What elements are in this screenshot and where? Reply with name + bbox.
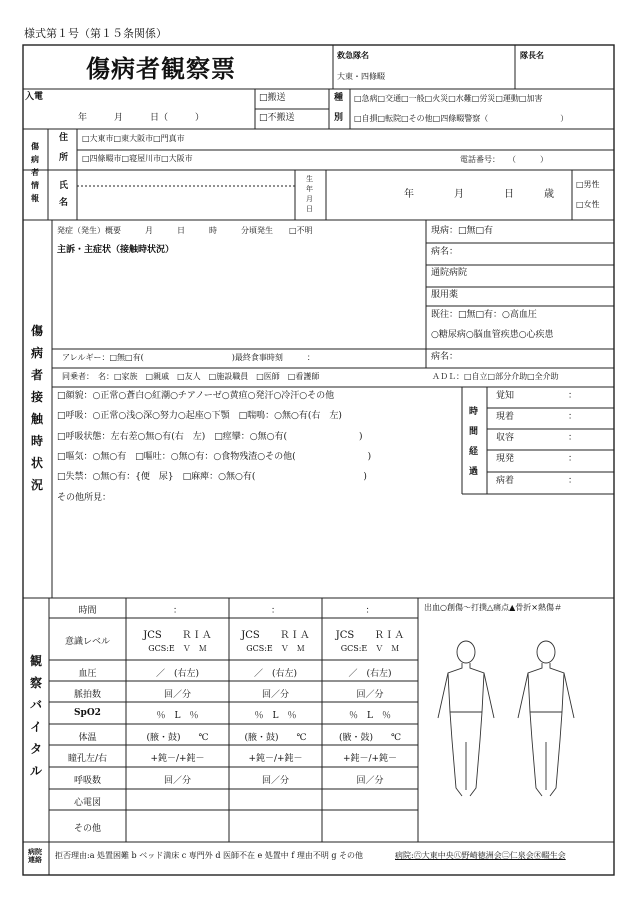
vital-cell[interactable]: 回／分: [163, 689, 191, 700]
time-row-value[interactable]: ：: [568, 454, 578, 464]
time-row-label: 収容: [496, 433, 515, 443]
patient-info-side-label: 傷病者情報: [31, 141, 39, 203]
vital-cell[interactable]: ％ L ％: [156, 711, 199, 721]
female-checkbox[interactable]: □女性: [576, 200, 600, 209]
form-title: 傷病者観察票: [86, 54, 236, 83]
call-date-field[interactable]: 年 月 日（ ）: [78, 113, 205, 123]
call-label: 入電: [25, 92, 44, 102]
time-row-value[interactable]: ：: [568, 433, 578, 443]
chief-complaint-label: 主訴・主症状（接触時状況）: [57, 245, 175, 255]
other-findings-label[interactable]: その他所見：: [57, 493, 112, 503]
vital-cell[interactable]: ％ L ％: [254, 711, 297, 721]
vital-cell-gcs[interactable]: GCS:E Ｖ Ｍ: [246, 644, 305, 653]
vital-cell[interactable]: ：: [270, 606, 280, 616]
history-line-2[interactable]: ○糖尿病○脳血管疾患○心疾患: [431, 330, 554, 340]
unit-label: 救急隊名: [337, 50, 369, 60]
male-checkbox[interactable]: □男性: [576, 180, 600, 189]
vital-cell-jcs[interactable]: JCS ＲＩＡ: [335, 630, 405, 641]
onset-line[interactable]: 発症（発生）概要 月 日 時 分頃発生 □不明: [57, 226, 313, 235]
vital-cell[interactable]: ：: [172, 606, 182, 616]
captain-label: 隊長名: [520, 50, 544, 60]
address-label-2: 所: [59, 153, 69, 163]
vital-cell[interactable]: +鈍－/+鈍－: [342, 754, 398, 764]
history-line-1[interactable]: 既往：□無□有：○高血圧: [431, 310, 537, 320]
address-city-options-2[interactable]: □四條畷市□寝屋川市□大阪市: [82, 154, 193, 163]
vital-row-label: 時間: [78, 606, 97, 616]
phone-field[interactable]: 電話番号： （ ）: [460, 155, 548, 164]
hospital-field[interactable]: 通院病院: [431, 268, 468, 278]
allergy-line[interactable]: アレルギー：□無□有( )最終食事時刻 ：: [62, 353, 315, 362]
injury-legend: 出血○創傷～打撲△痛点▲骨折×熱傷＃: [424, 603, 562, 612]
address-label-1: 住: [59, 133, 69, 143]
no-transport-checkbox[interactable]: □不搬送: [259, 113, 295, 123]
vital-cell[interactable]: (腋・鼓) ℃: [146, 732, 209, 743]
breath-state-line[interactable]: □呼吸状態：左右差○無○有(右 左) □痙攣：○無○有( ): [57, 432, 363, 442]
name-label-1: 氏: [59, 181, 69, 191]
time-row-label: 現着: [496, 412, 515, 422]
dob-label: 生年月日: [306, 175, 313, 213]
type-label-2: 別: [334, 113, 344, 123]
disease-name-field[interactable]: 病名：: [431, 247, 459, 257]
vital-cell[interactable]: (腋・鼓) ℃: [244, 732, 307, 743]
vital-row-label: 脈拍数: [73, 689, 101, 700]
vital-cell[interactable]: ／ (右左): [348, 668, 392, 679]
vital-cell[interactable]: +鈍－/+鈍－: [150, 754, 205, 764]
time-row-value[interactable]: ：: [568, 391, 578, 401]
vital-row-label: 意識レベル: [64, 637, 110, 647]
time-row-label: 現発: [496, 454, 515, 464]
refusal-reasons[interactable]: 拒否理由:a 処置困難 b ベッド満床 c 専門外 d 医師不在 e 処置中 f 理由不明 g その他: [55, 851, 364, 860]
vital-row-label: SpO2: [74, 708, 101, 718]
vital-row-label: 体温: [78, 732, 97, 743]
vital-row-label: その他: [73, 824, 101, 834]
medication-field[interactable]: 服用薬: [431, 290, 459, 300]
vital-cell[interactable]: ％ L ％: [349, 711, 391, 721]
incident-types-row-1[interactable]: □急病□交通□一般□火災□水難□労災□運動□加害: [354, 94, 543, 103]
time-row-value[interactable]: ：: [568, 412, 578, 422]
vital-cell[interactable]: ／ (右左): [155, 668, 200, 679]
contact-side-label: 傷病者接触時状況: [30, 324, 43, 492]
vital-cell[interactable]: 回／分: [356, 689, 384, 700]
vital-cell[interactable]: 回／分: [163, 776, 191, 786]
hospital-options[interactable]: 病院:㊅大東中央㊇野崎徳洲会㊁仁泉会㊍畷生会: [395, 851, 566, 860]
transport-checkbox[interactable]: □搬送: [259, 93, 286, 103]
vitals-side-label: 観察バイタル: [29, 654, 42, 778]
vital-cell[interactable]: ／ (右左): [253, 668, 298, 679]
vital-cell[interactable]: 回／分: [261, 776, 289, 786]
vital-cell[interactable]: ：: [365, 606, 375, 616]
nausea-line[interactable]: □嘔気：○無○有 □嘔吐：○無○有：○食物残渣○その他( ): [57, 452, 372, 462]
companion-line[interactable]: 同乗者： 名：□家族 □親戚 □友人 □施設職員 □医師 □看護師: [62, 372, 320, 381]
vital-row-label: 瞳孔左/右: [67, 754, 108, 764]
vital-row-label: 血圧: [78, 668, 97, 679]
face-line[interactable]: □顔貌：○正常○蒼白○紅潮○チアノーゼ○黄疸○発汗○冷汗○その他: [57, 391, 335, 401]
vital-cell-jcs[interactable]: JCS ＲＩＡ: [143, 630, 212, 641]
adl-line[interactable]: ＡＤＬ：□自立□部分介助□全介助: [432, 372, 559, 381]
vital-cell-gcs[interactable]: GCS:E Ｖ Ｍ: [148, 644, 207, 653]
unit-value[interactable]: 大東・四條畷: [337, 72, 385, 81]
incontinence-line[interactable]: □失禁：○無○有：{便 尿} □麻痺：○無○有( ): [57, 472, 367, 482]
vital-cell[interactable]: 回／分: [261, 689, 289, 700]
vital-cell-gcs[interactable]: GCS:E Ｖ Ｍ: [340, 644, 400, 653]
time-row-label: 覚知: [496, 391, 515, 401]
name-label-2: 名: [59, 198, 69, 208]
time-row-value[interactable]: ：: [568, 476, 578, 486]
vital-row-label: 心電図: [73, 797, 101, 808]
disease-name-field-2[interactable]: 病名：: [431, 352, 459, 362]
breath-line[interactable]: □呼吸：○正常○浅○深○努力○起座○下顎 □喘鳴：○無○有(右 左): [57, 411, 342, 421]
vital-cell[interactable]: (腋・鼓) ℃: [338, 732, 402, 743]
vital-cell-jcs[interactable]: JCS ＲＩＡ: [241, 630, 310, 641]
dob-field[interactable]: 年 月 日 歳: [404, 189, 554, 200]
vital-row-label: 呼吸数: [73, 776, 101, 786]
vital-cell[interactable]: 回／分: [356, 776, 384, 786]
current-illness[interactable]: 現病：□無□有: [431, 226, 494, 236]
address-city-options-1[interactable]: □大東市□東大阪市□門真市: [82, 134, 185, 143]
hospital-contact-label: 病院連絡: [28, 847, 42, 864]
type-label-1: 種: [334, 93, 344, 103]
vital-cell[interactable]: +鈍－/+鈍－: [248, 754, 303, 764]
time-row-label: 病着: [496, 476, 515, 486]
form-number: 様式第１号（第１５条関係）: [24, 27, 167, 40]
incident-types-row-2[interactable]: □自損□転院□その他□四條畷警察（ ）: [354, 114, 569, 123]
time-course-label: 時間経過: [469, 407, 479, 477]
